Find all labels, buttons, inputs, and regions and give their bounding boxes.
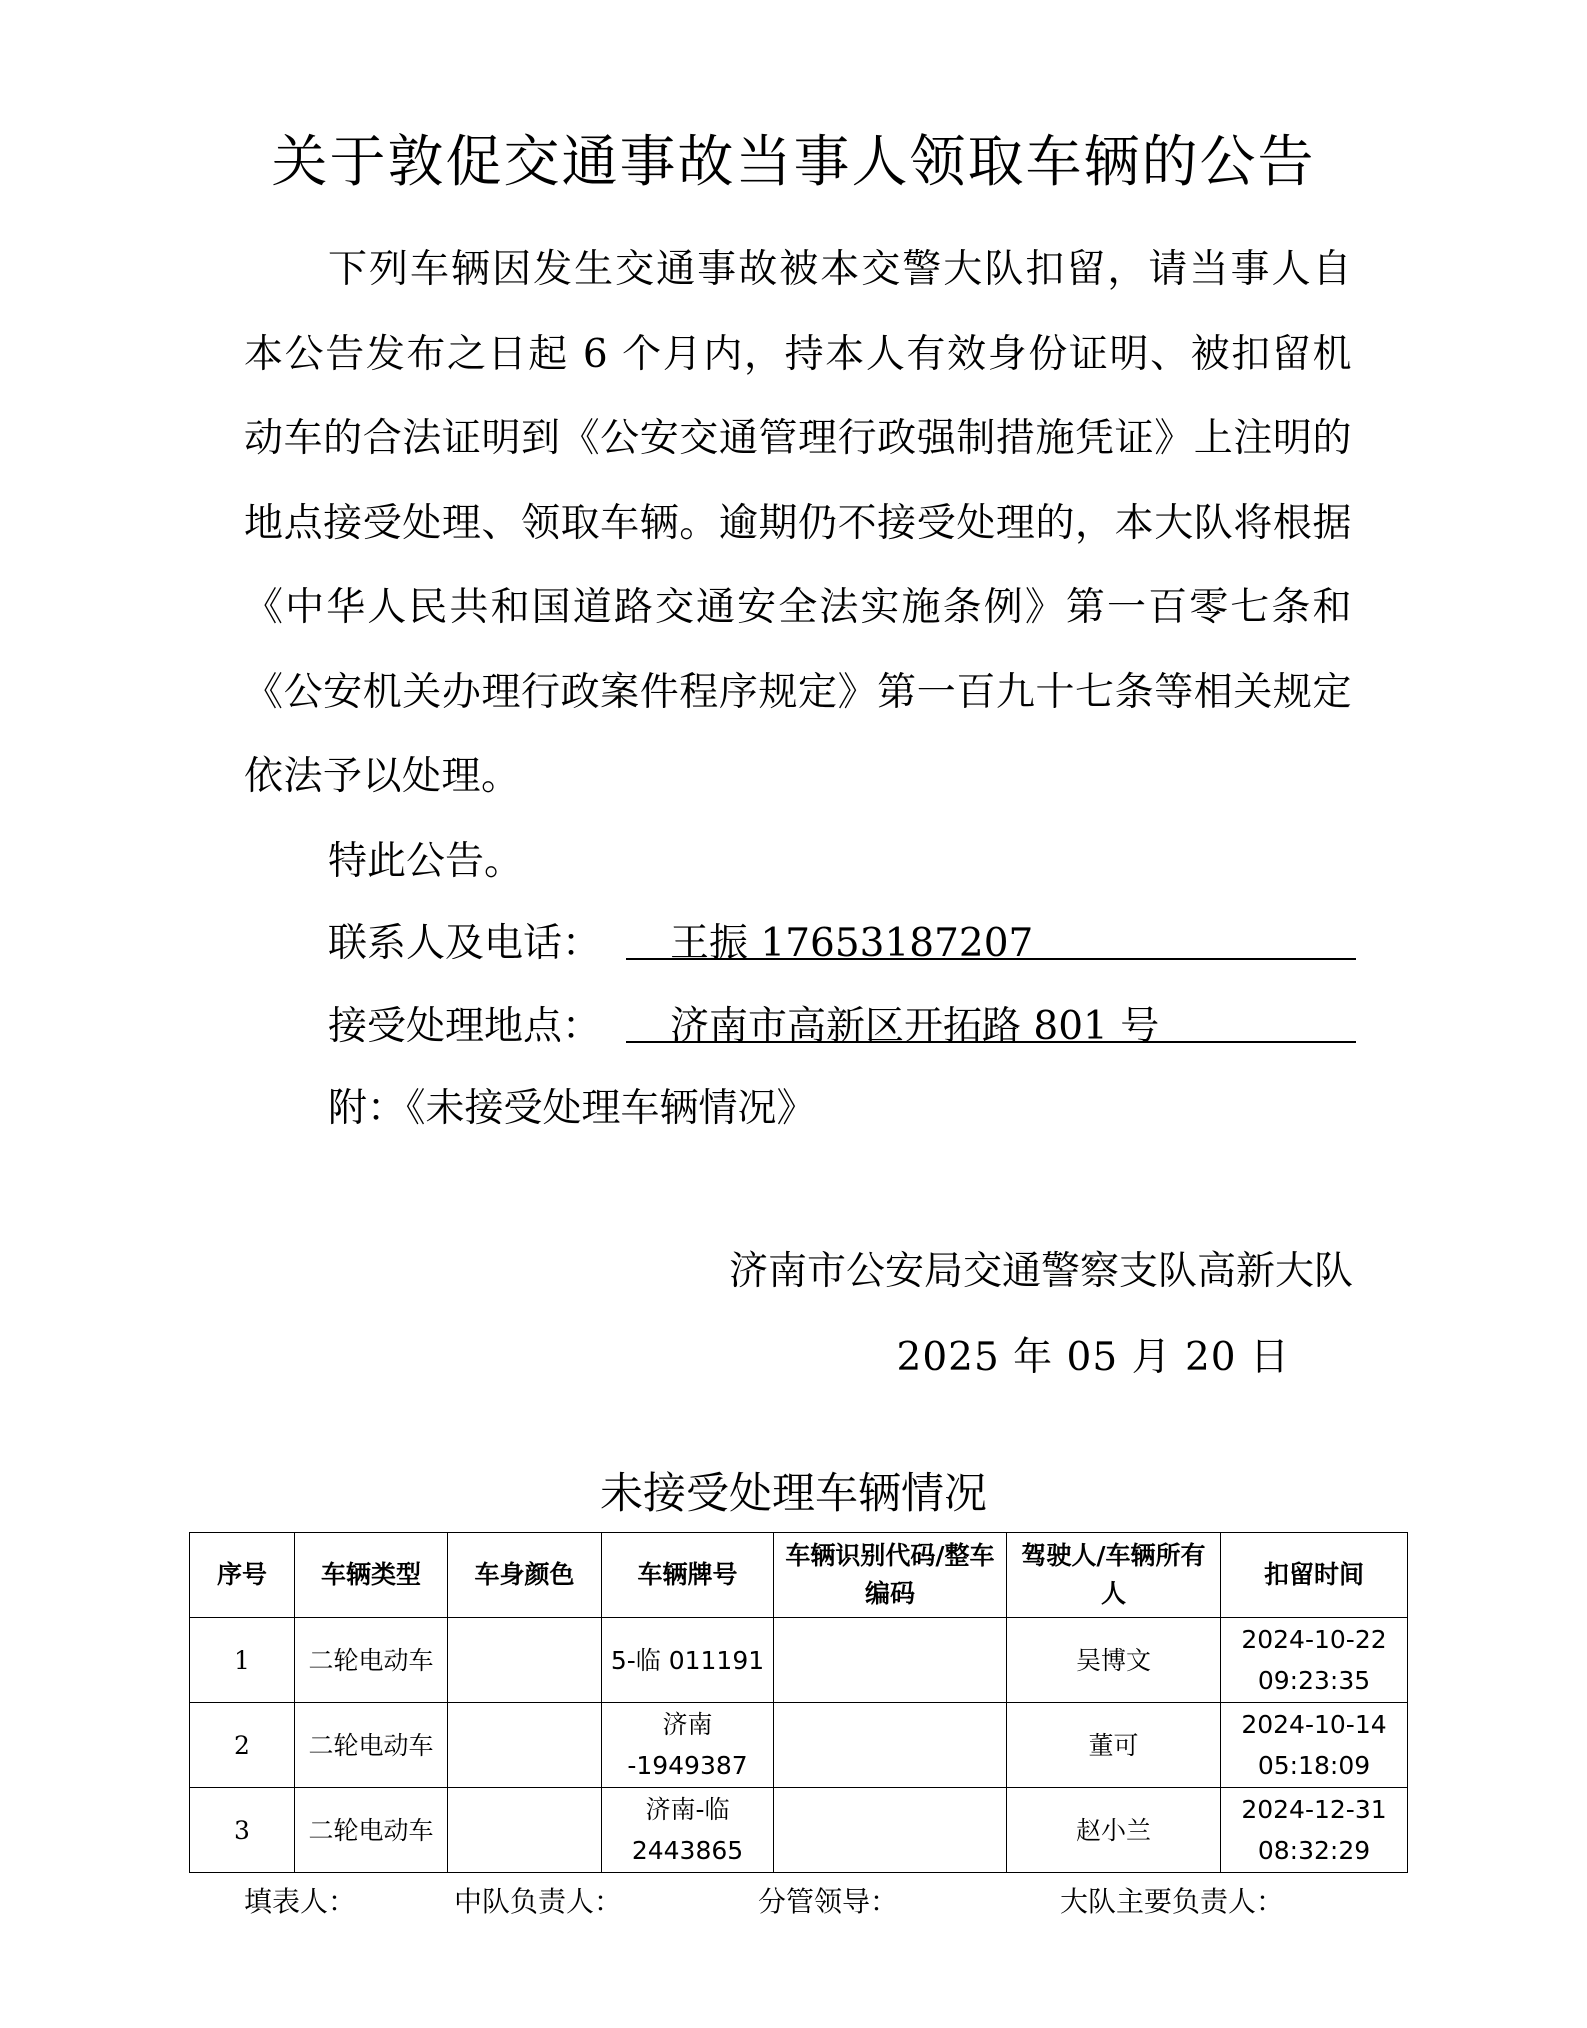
brigade-leader-label: 大队主要负责人：: [1060, 1885, 1285, 1918]
squad-leader-label: 中队负责人：: [454, 1885, 623, 1918]
cell-body-color: [448, 1618, 602, 1703]
cell-body-color: [448, 1788, 602, 1873]
table-row: [190, 1788, 1408, 1873]
cell-index: 1: [190, 1618, 295, 1703]
cell-detention-time: 2024-12-31 08:32:29: [1221, 1788, 1408, 1873]
header-driver-owner: 驾驶人/车辆所有人: [1007, 1533, 1221, 1618]
document-title: 关于敦促交通事故当事人领取车辆的公告: [271, 130, 1316, 195]
header-index: 序号: [190, 1533, 295, 1618]
header-body-color: 车身颜色: [448, 1533, 602, 1618]
contact-value: 王振 17653187207: [626, 912, 1356, 960]
issuing-authority: 济南市公安局交通警察支队高新大队: [728, 1249, 1353, 1294]
cell-vin: [774, 1788, 1007, 1873]
cell-body-color: [448, 1703, 602, 1788]
cell-driver-owner: 吴博文: [1007, 1618, 1221, 1703]
cell-plate-number: 济南 -1949387: [602, 1703, 774, 1788]
address-row: [328, 995, 1160, 1051]
cell-driver-owner: 赵小兰: [1007, 1788, 1221, 1873]
address-value: 济南市高新区开拓路 801 号: [626, 995, 1356, 1043]
signature-row: [0, 1880, 1587, 1920]
cell-vehicle-type: 二轮电动车: [295, 1703, 448, 1788]
cell-driver-owner: 董可: [1007, 1703, 1221, 1788]
cell-vehicle-type: 二轮电动车: [295, 1618, 448, 1703]
cell-vehicle-type: 二轮电动车: [295, 1788, 448, 1873]
cell-index: 2: [190, 1703, 295, 1788]
table-row: [190, 1703, 1408, 1788]
table-row: [190, 1618, 1408, 1703]
attachment-note: 附：《未接受处理车辆情况》: [328, 1086, 816, 1131]
table-header-row: [190, 1533, 1408, 1618]
header-vin: 车辆识别代码/整车编码: [774, 1533, 1007, 1618]
cell-detention-time: 2024-10-14 05:18:09: [1221, 1703, 1408, 1788]
cell-vin: [774, 1703, 1007, 1788]
filler-label: 填表人：: [244, 1885, 357, 1918]
cell-plate-number: 5-临 011191: [602, 1618, 774, 1703]
table-title: 未接受处理车辆情况: [600, 1469, 987, 1519]
address-label: 接受处理地点：: [328, 1004, 602, 1049]
header-plate-number: 车辆牌号: [602, 1533, 774, 1618]
supervisor-label: 分管领导：: [758, 1885, 899, 1918]
header-vehicle-type: 车辆类型: [295, 1533, 448, 1618]
header-detention-time: 扣留时间: [1221, 1533, 1408, 1618]
notice-body: 下列车辆因发生交通事故被本交警大队扣留，请当事人自本公告发布之日起 6 个月内，持本人有效身份证明、被扣留机动车的合法证明到《公安交通管理行政强制措施凭证》上注明的地点接受处理、领取车辆。逾期仍不接受处理的，本大队将根据《中华人民共和国道路交通安全法实施条例》第一百零七条和《公安机关办理行政案件程序规定》第一百九十七条等相关规定依法予以处理。: [244, 247, 1352, 799]
cell-vin: [774, 1618, 1007, 1703]
cell-index: 3: [190, 1788, 295, 1873]
vehicle-table: [189, 1532, 1408, 1873]
cell-plate-number: 济南-临 2443865: [602, 1788, 774, 1873]
contact-label: 联系人及电话：: [328, 921, 602, 966]
closing-text: 特此公告。: [328, 839, 524, 884]
cell-detention-time: 2024-10-22 09:23:35: [1221, 1618, 1408, 1703]
issue-date: 2025 年 05 月 20 日: [896, 1335, 1290, 1380]
contact-row: [328, 912, 1034, 968]
